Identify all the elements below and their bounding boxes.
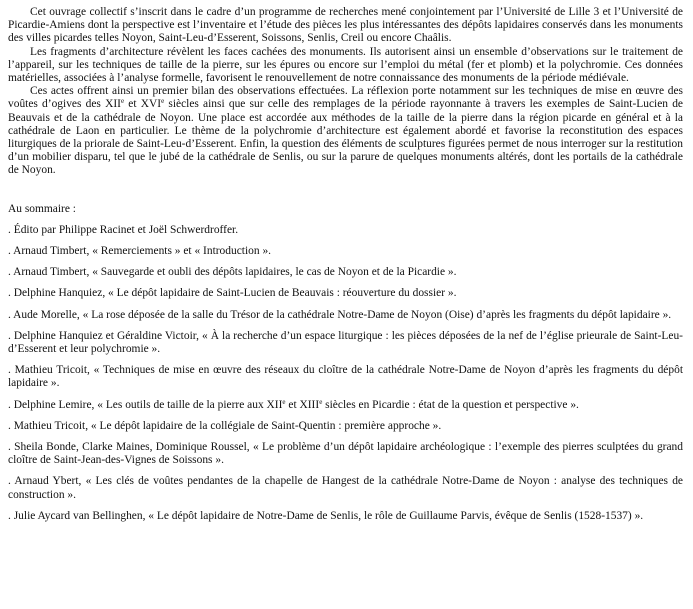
- superscript: e: [161, 97, 165, 106]
- toc-item: . Aude Morelle, « La rose déposée de la salle du Trésor de la cathédrale Notre-Dame de Noyon (Oise) d’après les fragments du dépôt lapidaire ».: [8, 308, 672, 321]
- toc-item: . Delphine Hanquiez et Géraldine Victoir, « À la recherche d’un espace liturgique : les pièces déposées de la nef de l’église prieurale de Saint-Leu-d’Esserent et leur polychromie ».: [8, 329, 683, 356]
- toc-item: . Mathieu Tricoit, « Techniques de mise en œuvre des réseaux du cloître de la cathédrale Notre-Dame de Noyon d’après les fragments du dépôt lapidaire ».: [8, 364, 683, 390]
- toc-item: [8, 399, 683, 412]
- intro-paragraph-1: Cet ouvrage collectif s’inscrit dans le cadre d’un programme de recherches mené conjointement par l’Université de Lille 3 et l’Université de Picardie-Amiens dont la perspective est l’inventaire et l’étude des pièces les plus intéressantes des dépôts lapidaires conservés dans les monuments des villes picardes telles Noyon, Saint-Leu-d’Esserent, Soissons, Senlis, Creil ou encore Chaâlis.: [8, 6, 683, 45]
- toc-item: . Mathieu Tricoit, « Le dépôt lapidaire de la collégiale de Saint-Quentin : première approche ».: [8, 419, 442, 432]
- toc-item: . Julie Aycard van Bellinghen, « Le dépôt lapidaire de Notre-Dame de Senlis, le rôle de Guillaume Parvis, évêque de Senlis (1528-1537) ».: [8, 509, 644, 522]
- toc-item: . Sheila Bonde, Clarke Maines, Dominique Roussel, « Le problème d’un dépôt lapidaire archéologique : l’exemple des pierres sculptées du grand cloître de Saint-Jean-des-Vignes de Soissons ».: [8, 441, 683, 467]
- summary-heading: Au sommaire :: [8, 202, 76, 215]
- intro-p3-text-b: et XVI: [124, 98, 162, 111]
- toc-item: . Arnaud Timbert, « Remerciements » et « Introduction ».: [8, 245, 272, 258]
- toc-item: . Édito par Philippe Racinet et Joël Schwerdroffer.: [8, 223, 239, 236]
- toc-item-text-b: et XIII: [285, 398, 320, 411]
- superscript: e: [120, 97, 125, 106]
- toc-item: . Delphine Hanquiez, « Le dépôt lapidaire de Saint-Lucien de Beauvais : réouverture du dossier ».: [8, 287, 457, 300]
- intro-p3-text-c: siècles ainsi que sur celle des remplages de la période rayonnante à travers les exemples de Saint-Lucien de Beauvais et de la cathédrale de Noyon. Une place est accordée aux méthodes de la taille de la pierre dans la région picarde en général et à la cathédrale de Laon en particulier. Le thème de la polychromie d’architecture est également abordé et favorise la reconstitution des espaces liturgiques de la priorale de Saint-Leu-d’Esserent. Enfin, la question des éléments de sculptures figurées permet de nous interroger sur la restitution d’un mobilier disparu, tel que le jubé de la cathédrale de Senlis, ou sur la parure de quelques monuments altérés, dont les portails de la cathédrale de Noyon.: [8, 98, 684, 177]
- superscript: e: [282, 397, 286, 406]
- table-of-contents: [8, 224, 683, 523]
- introduction: [8, 6, 683, 178]
- toc-item-text-c: siècles en Picardie : état de la question et perspective ».: [322, 398, 579, 411]
- toc-item: . Arnaud Timbert, « Sauvegarde et oubli des dépôts lapidaires, le cas de Noyon et de la Picardie ».: [8, 266, 457, 279]
- intro-paragraph-3: [8, 85, 683, 177]
- toc-item: . Arnaud Ybert, « Les clés de voûtes pendantes de la chapelle de Hangest de la cathédrale Notre-Dame de Noyon : analyse des techniques de construction ».: [8, 475, 683, 501]
- intro-paragraph-2: Les fragments d’architecture révèlent les faces cachées des monuments. Ils autorisent ainsi un ensemble d’observations sur le traitement de l’appareil, sur les techniques de taille de la pierre, sur les épures ou encore sur l’emploi du métal (fer et plomb) et la polychromie. Ces données matérielles, associées à l’analyse formelle, favorisent le renouvellement de notre connaissance des monuments de la période médiévale.: [8, 45, 683, 85]
- intro-p3-text-a: Ces actes offrent ainsi un premier bilan des observations effectuées. La réflexion porte notamment sur les techniques de mise en œuvre des voûtes d’ogives des XII: [8, 85, 683, 111]
- toc-item-text-a: . Delphine Lemire, « Les outils de taille de la pierre aux XII: [8, 398, 283, 411]
- superscript: e: [319, 397, 323, 406]
